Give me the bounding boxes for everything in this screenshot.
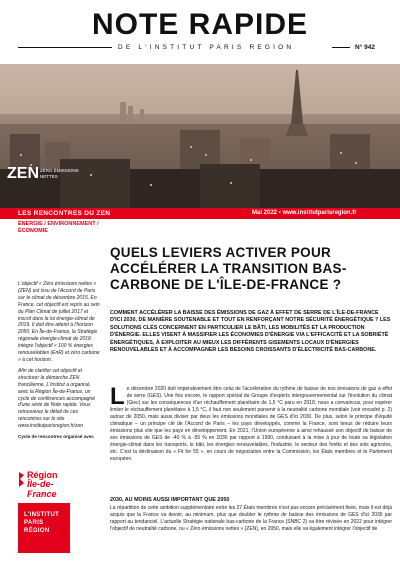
masthead — [0, 0, 400, 64]
page-title: QUELS LEVIERS ACTIVER POUR ACCÉLÉRER LA TRANSITION BAS-CARBONE DE L'ÎLE-DE-FRANCE ? — [110, 245, 347, 292]
masthead-title: NOTE RAPIDE — [91, 8, 309, 41]
zen-badge-main: ZEN — [7, 165, 39, 182]
body-text: e décembre 2020 doit impérativement être celui de l'accélération du rythme de baisse de nos émissions de gaz à effet de serre (GES). Une fois encore, le rapport spécial du Groupe d'experts intergouvernemental sur l'évolution du climat (Giec) sur les conséquences d'un réchauffement planétaire de 1,5 °C paru en 2018, nous a convaincus, pour espérer limiter le réchauffement planétaire à 1,5 °C, il faut non seulement parvenir à la neutralité carbone mondiale (voir encadré p. 2) autour de 2050, mais aussi diviser par deux les émissions mondiales de GES d'ici 2030. De plus, selon le principe d'équité climatique – un principe clé de l'Accord de Paris – les pays développés, comme la France, sont tenus de réduire leurs émissions plus vite que les pays en développement. En 2021, l'Union européenne a ainsi rehaussé son objectif de baisse de ses émissions de GES de -40 % à -55 % en 2030 par rapport à 1990, conduisant à la mise à jour de toute sa législation énergie-climat dans les transports, le bâti, les énergies renouvelables, l'industrie, le secteur des forêts et des sols agricoles, etc. C'est la déclinaison du « Fit for 55 », en cours de négociation entre la Commission, les États membres et le Parlement européen. — [110, 386, 392, 462]
sidebar-paragraph: L'objectif « Zéro émissions nettes » (ZEN) est issu de l'Accord de Paris sur le climat de décembre 2015. En France, cet objectif est repris au sein du Plan Climat de juillet 2017 et inscrit dans la loi énergie-climat de 2019. Il doit être atteint à l'horizon 2050. En Île-de-France, la Stratégie régionale énergie-climat de 2018 intègre l'objectif « 100 % énergies renouvelables (EnR) et zéro carbone » à cet horizon. — [18, 281, 100, 363]
masthead-rule-right — [332, 47, 350, 48]
sidebar — [18, 281, 100, 444]
category-line: ÉCONOMIE — [18, 228, 48, 234]
region-logo-line1: Région — [27, 470, 58, 480]
region-mark-icon — [18, 471, 25, 488]
zen-badge — [7, 165, 77, 195]
institut-logo-text: L'INSTITUT PARIS RÉGION — [24, 512, 60, 534]
categories — [18, 221, 99, 235]
sidebar-cycle-label: Cycle de rencontres organisé avec — [18, 434, 94, 440]
section-subheading: 2030, AU MOINS AUSSI IMPORTANT QUE 2050 — [110, 497, 230, 503]
sidebar-paragraph: Afin de clarifier cet objectif et structurer la démarche ZEN francilienne, L'Institut a organisé, avec la Région Île-de-France, un cycle de conférences accompagné d'une série de Note rapide. Vous retrouverez le détail de ces rencontres sur le site www.institutparisregion.fr/zen — [18, 367, 95, 430]
date-url: Mai 2022 • www.institutparisregion.fr — [252, 210, 357, 216]
masthead-rule-left — [18, 47, 112, 48]
section-band — [0, 208, 400, 219]
region-logo-line2: Île-de-France — [27, 479, 57, 499]
lede-paragraph: COMMENT ACCÉLÉRER LA BAISSE DES ÉMISSIONS DE GAZ À EFFET DE SERRE DE L'ÎLE-DE-FRANCE D'ICI 2030, DE MANIÈRE SOUTENABLE ET TOUT EN RENFORÇANT NOTRE SÉCURITÉ ÉNERGÉTIQUE ? LES SOLUTIONS CLÉS CONCERNENT EN PARTICULIER LE BÂTI, LES MOBILITÉS ET LA PRODUCTION D'ÉNERGIE. ELLES VISENT À MASSIFIER LES ÉCONOMIES D'ÉNERGIE VIA L'EFFICACITÉ ET LA SOBRIÉTÉ ÉNERGÉTIQUES, À EXPLOITER AU MIEUX LES DIFFÉRENTS GISEMENTS LOCAUX D'ÉNERGIES RENOUVELABLES ET À ACCOMPAGNER LES BESOINS CROISSANTS D'ÉLECTRICITÉ BAS-CARBONE. — [110, 310, 391, 354]
body-paragraph-2: La répartition de cette ambition supplémentaire entre les 27 États membres n'est pas encore précisément fixée, mais il est déjà acquis que la France va devoir, au minimum, plus que doubler le rythme de baisse des émissions de GES d'ici 2030 par rapport au tendanciel. L'actuelle Stratégie nationale bas-carbone de la France (SNBC 2) va être révisée en 2022 pour intégrer l'objectif de neutralité carbone, ou « Zéro émissions nettes » (ZEN), en 2050, mais elle va également intégrer l'objectif de — [110, 505, 392, 532]
institut-logo — [18, 503, 70, 553]
category-line: ÉNERGIE / ENVIRONNEMENT / — [18, 221, 99, 227]
body-paragraph — [110, 383, 392, 463]
series-label: LES RENCONTRES DU ZEN — [18, 210, 111, 217]
dropcap: L — [110, 383, 125, 410]
zen-badge-small: ZÉRO ÉMISSIONS NETTES — [40, 168, 79, 179]
region-logo — [18, 470, 80, 499]
masthead-subtitle: DE L'INSTITUT PARIS REGION — [118, 44, 295, 51]
cover-photo — [0, 64, 400, 208]
issue-number: N° 942 — [355, 44, 375, 51]
